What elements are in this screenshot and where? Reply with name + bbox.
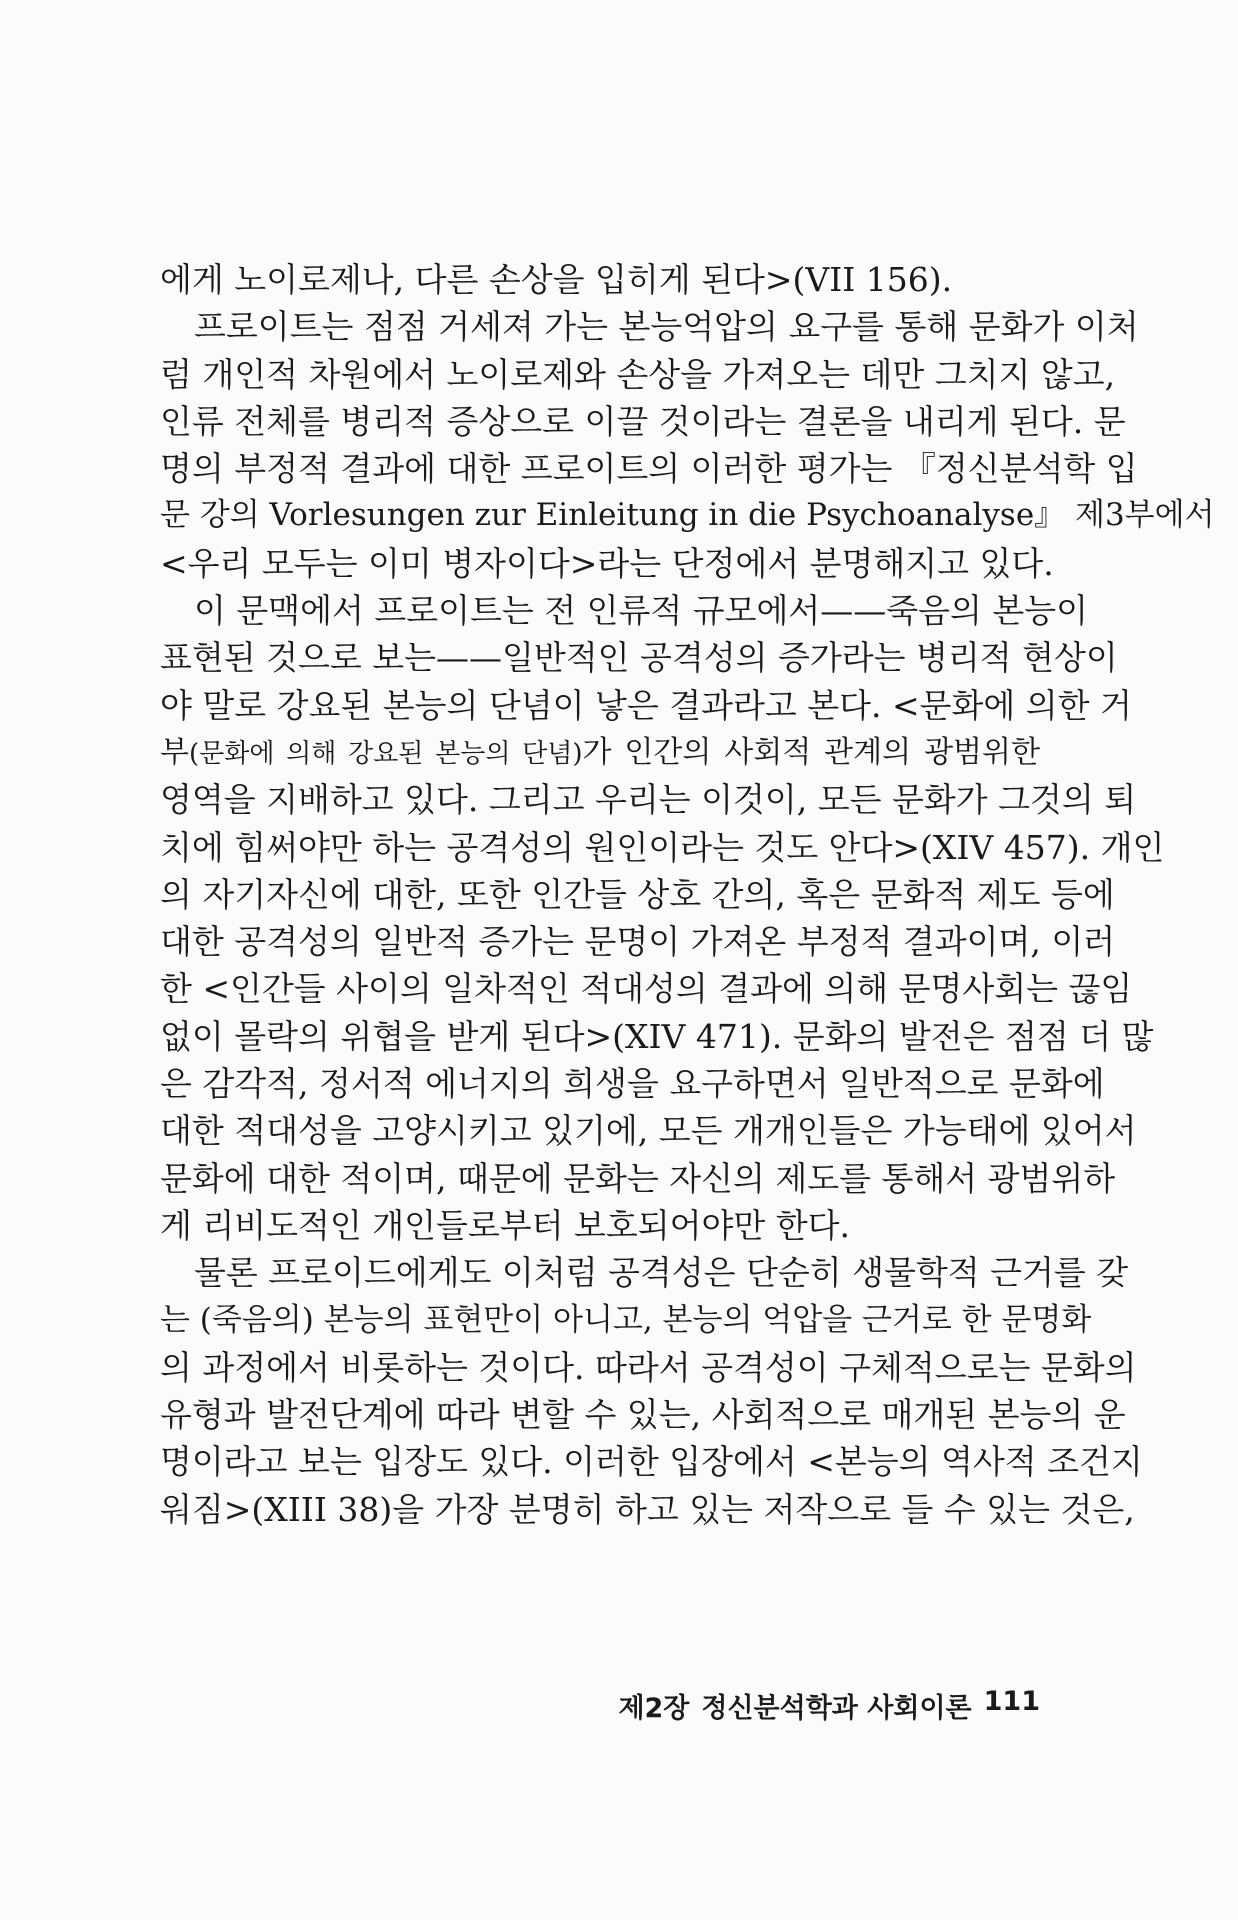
- text-line: 는 (죽음의) 본능의 표현만이 아니고, 본능의 억압을 근거로 한 문명화: [160, 1301, 1092, 1338]
- text-line: 은 감각적, 정서적 에너지의 희생을 요구하면서 일반적으로 문화에: [160, 1064, 1105, 1104]
- text-line: 없이 몰락의 위협을 받게 된다>(XIV 471). 문화의 발전은 점점 더 많: [160, 1016, 1154, 1056]
- text-line: 표현된 것으로 보는——일반적인 공격성의 증가라는 병리적 현상이: [160, 638, 1118, 678]
- text-line: 대한 공격성의 일반적 증가는 문명이 가져온 부정적 결과이며, 이러: [160, 922, 1116, 962]
- text-line: 치에 힘써야만 하는 공격성의 원인이라는 것도 안다>(XIV 457). 개인: [160, 827, 1165, 867]
- text-line: 유형과 발전단계에 따라 변할 수 있는, 사회적으로 매개된 본능의 운: [160, 1395, 1126, 1435]
- paragraph-start-line: 물론 프로이드에게도 이처럼 공격성은 단순히 생물학적 근거를 갖: [194, 1253, 1129, 1293]
- text-line: 워짐>(XIII 38)을 가장 분명히 하고 있는 저작으로 들 수 있는 것은,: [160, 1489, 1135, 1529]
- text-line: <우리 모두는 이미 병자이다>라는 단정에서 분명해지고 있다.: [160, 543, 1054, 583]
- text-line: 문 강의 Vorlesungen zur Einleitung in die Psychoanalyse』 제3부에서: [160, 497, 1215, 534]
- text-line: 문화에 대한 적이며, 때문에 문화는 자신의 제도를 통해서 광범위하: [160, 1158, 1116, 1198]
- paragraph-start-line: 프로이트는 점점 거세져 가는 본능억압의 요구를 통해 문화가 이처: [194, 307, 1139, 347]
- text-line: 명이라고 보는 입장도 있다. 이러한 입장에서 <본능의 역사적 조건지: [160, 1442, 1143, 1482]
- text-line: 야 말로 강요된 본능의 단념이 낳은 결과라고 본다. <문화에 의한 거: [160, 685, 1132, 725]
- text-line: 럼 개인적 차원에서 노이로제와 손상을 가져오는 데만 그치지 않고,: [160, 354, 1116, 394]
- text-line: 한 <인간들 사이의 일차적인 적대성의 결과에 의해 문명사회는 끊임: [160, 969, 1133, 1009]
- text-line: 명의 부정적 결과에 대한 프로이트의 이러한 평가는 『정신분석학 입: [160, 449, 1138, 489]
- text-line: 게 리비도적인 개인들로부터 보호되어야만 한다.: [160, 1205, 851, 1245]
- text-line: 부(문화에 의해 강요된 본능의 단념)가 인간의 사회적 관계의 광범위한: [160, 734, 1040, 770]
- body-text: [160, 256, 1215, 1533]
- running-footer: [610, 1686, 1040, 1725]
- chapter-label: 제2장: [618, 1693, 690, 1724]
- chapter-title: 정신분석학과 사회이론: [701, 1693, 972, 1724]
- text-line: 영역을 지배하고 있다. 그리고 우리는 이것이, 모든 문화가 그것의 퇴: [160, 780, 1137, 820]
- text-line: 인류 전체를 병리적 증상으로 이끌 것이라는 결론을 내리게 된다. 문: [160, 401, 1126, 441]
- paragraph-start-line: 이 문맥에서 프로이트는 전 인류적 규모에서——죽음의 본능이: [194, 591, 1089, 631]
- text-line: 에게 노이로제나, 다른 손상을 입히게 된다>(VII 156).: [160, 260, 953, 299]
- text-line: 대한 적대성을 고양시키고 있기에, 모든 개개인들은 가능태에 있어서: [160, 1111, 1137, 1151]
- text-line: 의 과정에서 비롯하는 것이다. 따라서 공격성이 구체적으로는 문화의: [160, 1347, 1137, 1387]
- page-number: 111: [983, 1686, 1040, 1717]
- small-parenthetical: (문화에 의해 강요된 본능의 단념): [188, 738, 583, 769]
- text-line: 의 자기자신에 대한, 또한 인간들 상호 간의, 혹은 문화적 제도 등에: [160, 874, 1115, 914]
